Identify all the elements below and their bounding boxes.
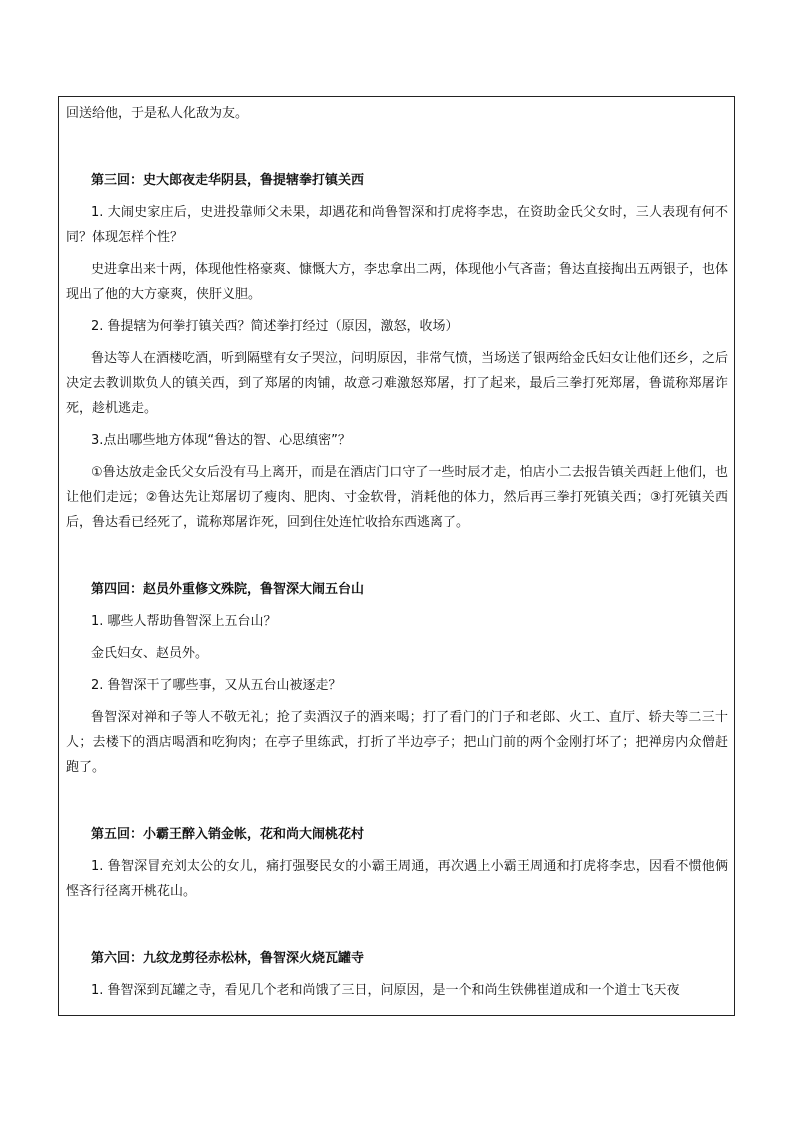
intro-line: 回送给他，于是私人化敌为友。 bbox=[66, 106, 249, 121]
question: 2. 鲁智深干了哪些事，又从五台山被逐走？ bbox=[91, 678, 342, 693]
question: 1. 大闹史家庄后，史进投靠师父未果，却遇花和尚鲁智深和打虎将李忠，在资助金氏父女时，三人表现有何不同？体现怎样个性？ bbox=[66, 205, 728, 245]
section-heading: 第五回：小霸王醉入销金帐，花和尚大闹桃花村 bbox=[91, 827, 365, 842]
answer: ①鲁达放走金氏父女后没有马上离开，而是在酒店门口守了一些时辰才走，怕店小二去报告镇关西赶上他们，也让他们走远；②鲁达先让郑屠切了瘦肉、肥肉、寸金软骨，消耗他的体力，然后再三拳打死镇关西；③打死镇关西后，鲁达看已经死了，谎称郑屠诈死，回到住处连忙收拾东西逃离了。 bbox=[66, 465, 728, 530]
answer: 史进拿出来十两，体现他性格豪爽、慷慨大方，李忠拿出二两，体现他小气吝啬；鲁达直接掏出五两银子，也体现出了他的大方豪爽，侠肝义胆。 bbox=[66, 262, 729, 302]
question: 2. 鲁提辖为何拳打镇关西？简述拳打经过（原因，激怒，收场） bbox=[91, 319, 459, 334]
section-heading: 第三回：史大郎夜走华阴县，鲁提辖拳打镇关西 bbox=[91, 173, 365, 188]
question: 1. 鲁智深冒充刘太公的女儿，痛打强娶民女的小霸王周通，再次遇上小霸王周通和打虎将李忠，因看不惯他俩悭吝行径离开桃花山。 bbox=[66, 859, 728, 899]
question: 1. 鲁智深到瓦罐之寺，看见几个老和尚饿了三日，问原因，是一个和尚生铁佛崔道成和一个道士飞天夜 bbox=[91, 983, 680, 998]
question: 3.点出哪些地方体现“鲁达的智、心思缜密”？ bbox=[91, 433, 351, 448]
section-heading: 第六回：九纹龙剪径赤松林，鲁智深火烧瓦罐寺 bbox=[91, 951, 365, 966]
answer: 金氏妇女、赵员外。 bbox=[91, 646, 209, 661]
answer: 鲁达等人在酒楼吃酒，听到隔壁有女子哭泣，问明原因，非常气愤，当场送了银两给金氏妇女让他们还乡，之后决定去教训欺负人的镇关西，到了郑屠的肉铺，故意刁难激怒郑屠，打了起来，最后三拳打死郑屠，鲁谎称郑屠诈死，趁机逃走。 bbox=[66, 351, 729, 416]
answer: 鲁智深对禅和子等人不敬无礼；抢了卖酒汉子的酒来喝；打了看门的门子和老郎、火工、直厅、轿夫等二三十人；去楼下的酒店喝酒和吃狗肉；在亭子里练武，打折了半边亭子；把山门前的两个金刚打坏了；把禅房内众僧赶跑了。 bbox=[66, 710, 728, 775]
document-body bbox=[66, 101, 728, 1003]
section-heading: 第四回：赵员外重修文殊院，鲁智深大闹五台山 bbox=[91, 582, 365, 597]
document-table-cell bbox=[58, 96, 735, 1016]
question: 1. 哪些人帮助鲁智深上五台山？ bbox=[91, 614, 277, 629]
